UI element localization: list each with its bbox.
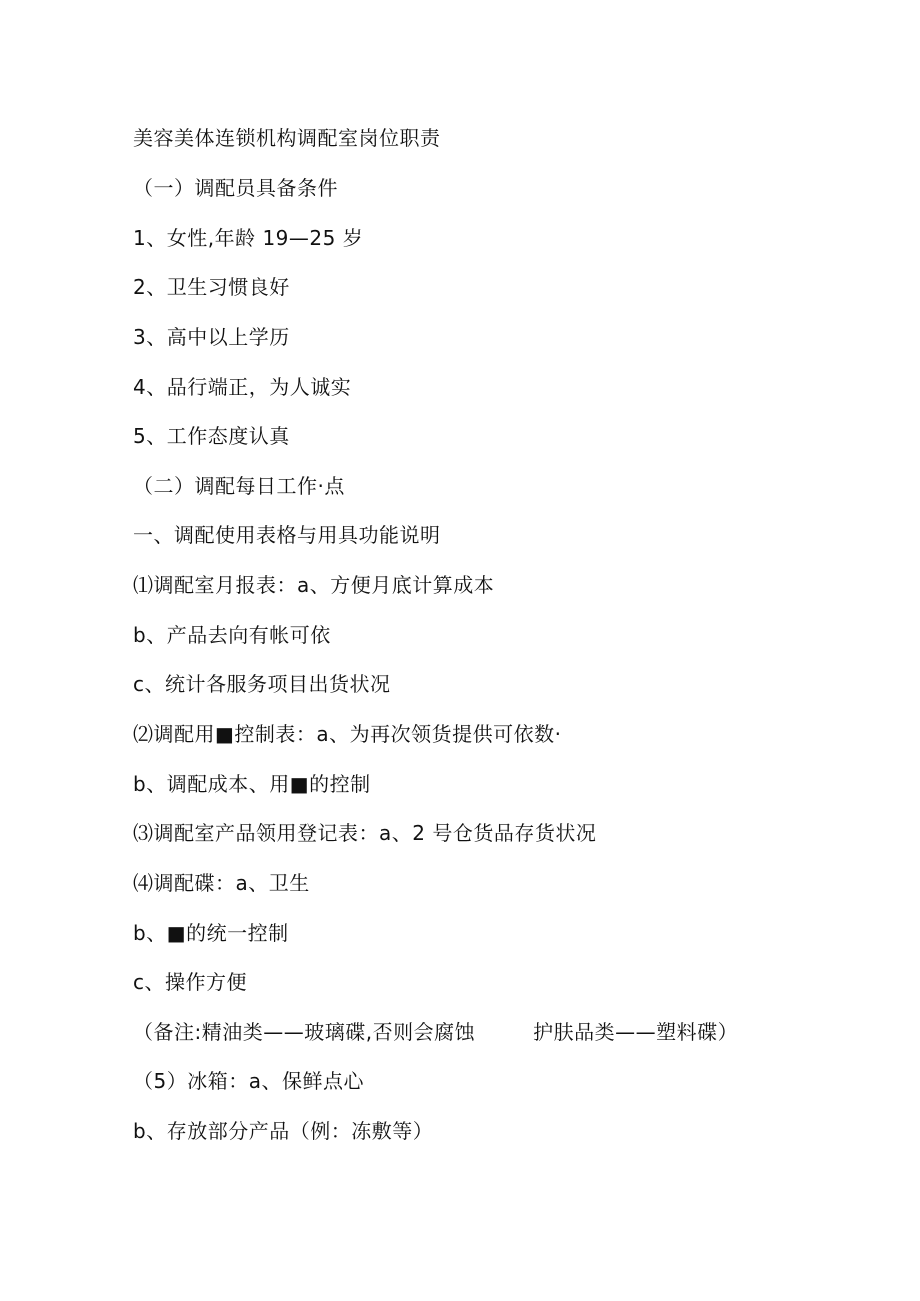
note-part-2: 护肤品类——塑料碟） (533, 1020, 739, 1044)
subsection-heading: 一、调配使用表格与用具功能说明 (133, 523, 441, 547)
list-item: 5、工作态度认真 (133, 424, 290, 448)
list-item: b、存放部分产品（例：冻敷等） (133, 1119, 434, 1143)
document-title: 美容美体连锁机构调配室岗位职责 (133, 126, 441, 150)
list-item: ⑴调配室月报表：a、方便月底计算成本 (133, 573, 495, 597)
list-item: 2、卫生习惯良好 (133, 275, 290, 299)
list-item: 1、女性,年龄 19—25 岁 (133, 226, 364, 250)
list-item: 3、高中以上学历 (133, 325, 290, 349)
list-item: c、统计各服务项目出货状况 (133, 672, 391, 696)
section-heading: （一）调配员具备条件 (133, 176, 338, 200)
section-heading: （二）调配每日工作·点 (133, 474, 345, 498)
list-item: ⑶调配室产品领用登记表：a、2 号仓货品存货状况 (133, 821, 597, 845)
list-item: 4、品行端正，为人诚实 (133, 375, 352, 399)
note-part-1: （备注:精油类——玻璃碟,否则会腐蚀 (133, 1020, 476, 1044)
list-item: c、操作方便 (133, 970, 247, 994)
list-item: ⑵调配用■控制表：a、为再次领货提供可依数· (133, 722, 562, 746)
list-item: b、产品去向有帐可依 (133, 623, 331, 647)
list-item: b、调配成本、用■的控制 (133, 772, 371, 796)
note-line (133, 1019, 738, 1045)
list-item: （5）冰箱：a、保鲜点心 (133, 1069, 364, 1093)
list-item: b、■的统一控制 (133, 921, 289, 945)
list-item: ⑷调配碟：a、卫生 (133, 871, 310, 895)
